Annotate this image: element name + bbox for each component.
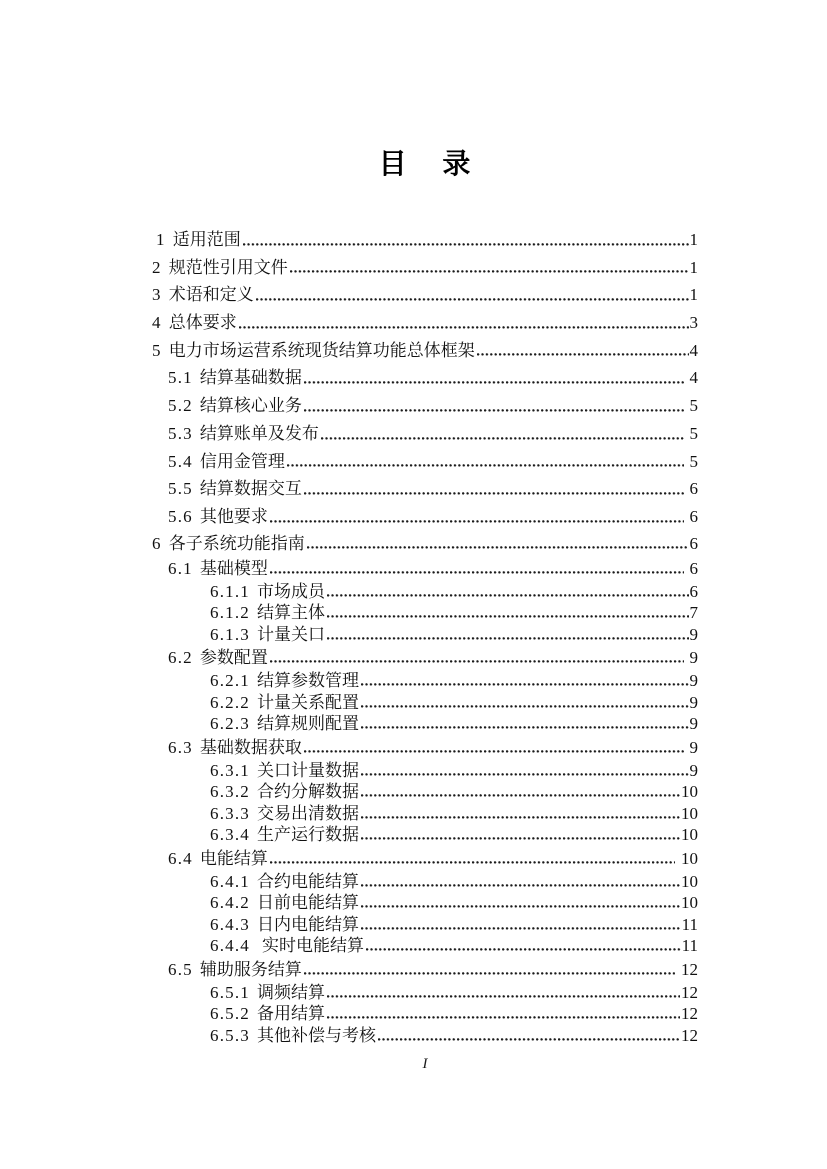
toc-entry-number: 6.2.1 [210,671,250,691]
toc-entry-page-number: 12 [681,959,698,979]
toc-entry [152,735,698,760]
toc-entry-number: 6.2 [168,648,193,668]
toc-entry-number: 6.1 [168,558,193,578]
toc-entry-title: 实时电能结算 [262,936,364,956]
toc-entry-title: 总体要求 [168,313,237,333]
toc-entry [152,1025,698,1047]
toc-leader-dots [361,726,689,729]
toc-entry-title: 市场成员 [257,581,325,601]
toc-entry-page-number: 10 [681,782,698,802]
toc-leader-dots [361,837,680,840]
toc-entry-page-number: 12 [681,1004,698,1024]
toc-entry-title: 各子系统功能指南 [168,533,305,553]
toc-entry [152,824,698,846]
toc-entry-title: 调频结算 [257,982,325,1002]
toc-leader-dots [361,884,680,887]
toc-entry-page-number: 10 [681,893,698,913]
toc-entry-number: 5.5 [168,479,193,499]
toc-entry-number: 5.6 [168,506,193,526]
toc-entry-number: 6.5.2 [210,1004,250,1024]
toc-leader-dots [327,637,689,640]
toc-entry-page-number: 6 [689,479,698,499]
toc-entry-title: 合约电能结算 [257,871,359,891]
toc-entry-title: 基础数据获取 [199,737,302,757]
toc-entry [152,781,698,803]
toc-leader-dots [327,594,689,597]
toc-entry-title: 参数配置 [199,648,268,668]
toc-entry-number: 6.5.3 [210,1025,250,1045]
toc-entry-page-number: 10 [681,803,698,823]
toc-entry-title: 电力市场运营系统现货结算功能总体框架 [168,340,475,360]
toc-entry-number: 6.4.3 [210,914,250,934]
toc-leader-dots [321,437,684,440]
toc-entry [152,556,698,581]
toc-entry [152,914,698,936]
toc-entry-number: 6.1.1 [210,581,250,601]
toc-entry-title: 适用范围 [172,230,241,249]
toc-entry [152,503,698,531]
toc-entry-page-number: 4 [689,340,698,360]
toc-entry-title: 结算数据交互 [199,479,302,499]
toc-entry-page-number: 6 [689,506,698,526]
toc-entry-number: 6.5.1 [210,982,250,1002]
toc-entry-number: 6.1.2 [210,603,250,623]
toc-leader-dots [361,705,689,708]
toc-entry [152,364,698,392]
toc-leader-dots [378,1038,680,1041]
toc-leader-dots [287,464,684,467]
toc-leader-dots [327,1016,680,1019]
toc-entry [152,803,698,825]
page-number-footer: I [422,1056,428,1073]
toc-leader-dots [361,927,681,930]
toc-entry [152,448,698,476]
toc-entry-title: 合约分解数据 [257,782,359,802]
toc-leader-dots [243,243,689,246]
toc-entry [152,337,698,365]
toc-leader-dots [304,972,675,975]
toc-leader-dots [304,750,684,753]
toc-entry-page-number: 5 [689,451,698,471]
toc-entry-number: 5.2 [168,396,193,416]
toc-entry-page-number: 10 [681,848,698,868]
toc-leader-dots [361,773,689,776]
toc-entry-number: 6.3 [168,737,193,757]
toc-entry-title: 辅助服务结算 [199,959,302,979]
toc-entry-page-number: 3 [689,313,698,333]
toc-entry-page-number: 6 [689,533,698,553]
toc-entry-title: 交易出清数据 [257,803,359,823]
toc-entry-page-number: 7 [689,603,698,623]
toc-entry-page-number: 5 [689,423,698,443]
toc-entry-page-number: 9 [689,760,698,780]
toc-entry-page-number: 10 [681,825,698,845]
toc-entry [152,281,698,309]
toc-entry-page-number: 9 [689,671,698,691]
toc-entry-title: 日内电能结算 [257,914,359,934]
toc-entry-title: 结算账单及发布 [199,423,319,443]
toc-list [152,226,698,1046]
toc-entry-title: 备用结算 [257,1004,325,1024]
toc-entry-page-number: 1 [689,285,698,305]
toc-leader-dots [270,520,684,523]
toc-entry-page-number: 9 [689,624,698,644]
toc-entry-number: 6.4.2 [210,893,250,913]
toc-entry-number: 5.4 [168,451,193,471]
toc-entry [152,1003,698,1025]
toc-entry [152,602,698,624]
toc-entry-title: 结算规则配置 [257,714,359,734]
toc-entry-page-number: 1 [689,230,698,249]
toc-heading: 目 录 [378,148,472,179]
toc-entry-title: 计量关口 [257,624,325,644]
toc-entry-title: 生产运行数据 [257,825,359,845]
toc-leader-dots [304,409,684,412]
toc-entry-number: 6.3.3 [210,803,250,823]
toc-entry [152,670,698,692]
toc-entry [152,982,698,1004]
toc-entry-number: 6.3.4 [210,825,250,845]
toc-entry-page-number: 4 [689,368,698,388]
toc-leader-dots [290,270,689,273]
toc-leader-dots [327,995,680,998]
toc-entry-title: 其他要求 [199,506,268,526]
toc-entry [152,871,698,893]
toc-leader-dots [307,546,689,549]
toc-entry-title: 术语和定义 [168,285,254,305]
toc-leader-dots [270,571,684,574]
toc-entry [152,957,698,982]
toc-entry-page-number: 9 [689,714,698,734]
toc-entry-number: 5.1 [168,368,193,388]
toc-entry [152,645,698,670]
toc-leader-dots [366,948,681,951]
toc-entry [152,760,698,782]
toc-entry [152,531,698,556]
toc-entry-page-number: 12 [681,982,698,1002]
toc-leader-dots [477,353,689,356]
toc-entry [152,392,698,420]
toc-entry-title: 其他补偿与考核 [257,1025,376,1045]
toc-entry-number: 6.4.4 [210,936,250,956]
toc-entry-number: 6.2.2 [210,692,250,712]
toc-leader-dots [239,326,689,329]
toc-entry [152,420,698,448]
toc-entry-number: 6.3.1 [210,760,250,780]
toc-entry-number: 3 [152,285,162,305]
toc-entry [152,692,698,714]
toc-entry-page-number: 11 [681,936,698,956]
toc-entry-number: 1 [156,230,166,249]
toc-entry-page-number: 6 [689,581,698,601]
toc-leader-dots [256,298,689,301]
toc-leader-dots [304,492,684,495]
toc-entry [152,226,698,254]
toc-entry-title: 结算主体 [257,603,325,623]
toc-entry-page-number: 10 [681,871,698,891]
toc-entry-number: 6 [152,533,162,553]
toc-entry [152,475,698,503]
toc-leader-dots [327,615,689,618]
toc-entry [152,254,698,282]
toc-entry-number: 5.3 [168,423,193,443]
toc-leader-dots [361,816,680,819]
toc-entry-title: 电能结算 [199,848,268,868]
toc-entry-page-number: 9 [689,648,698,668]
toc-entry-title: 基础模型 [199,558,268,578]
toc-entry-number: 6.3.2 [210,782,250,802]
toc-entry [152,309,698,337]
toc-entry-page-number: 12 [681,1025,698,1045]
toc-entry-title: 规范性引用文件 [168,257,288,277]
toc-entry-number: 6.5 [168,959,193,979]
toc-entry-title: 计量关系配置 [257,692,359,712]
toc-entry [152,581,698,603]
toc-entry-page-number: 5 [689,396,698,416]
toc-entry-number: 6.1.3 [210,624,250,644]
toc-entry [152,713,698,735]
toc-entry-title: 关口计量数据 [257,760,359,780]
toc-entry-page-number: 9 [689,692,698,712]
toc-entry-number: 5 [152,340,162,360]
toc-entry-title: 结算参数管理 [257,671,359,691]
toc-entry-page-number: 9 [689,737,698,757]
toc-entry-page-number: 11 [681,914,698,934]
toc-leader-dots [304,381,684,384]
toc-entry-title: 结算基础数据 [199,368,302,388]
toc-entry [152,892,698,914]
toc-leader-dots [361,794,680,797]
toc-leader-dots [270,660,684,663]
toc-entry-page-number: 6 [689,558,698,578]
toc-entry-number: 6.2.3 [210,714,250,734]
toc-leader-dots [270,861,675,864]
toc-entry-number: 6.4 [168,848,193,868]
toc-entry-title: 信用金管理 [199,451,285,471]
toc-entry-title: 结算核心业务 [199,396,302,416]
toc-entry [152,624,698,646]
toc-leader-dots [361,905,680,908]
toc-leader-dots [361,683,689,686]
toc-entry-number: 2 [152,257,162,277]
toc-entry-number: 4 [152,313,162,333]
toc-entry-page-number: 1 [689,257,698,277]
toc-entry-title: 日前电能结算 [257,893,359,913]
toc-entry-number: 6.4.1 [210,871,250,891]
toc-entry [152,846,698,871]
toc-entry [152,935,698,957]
